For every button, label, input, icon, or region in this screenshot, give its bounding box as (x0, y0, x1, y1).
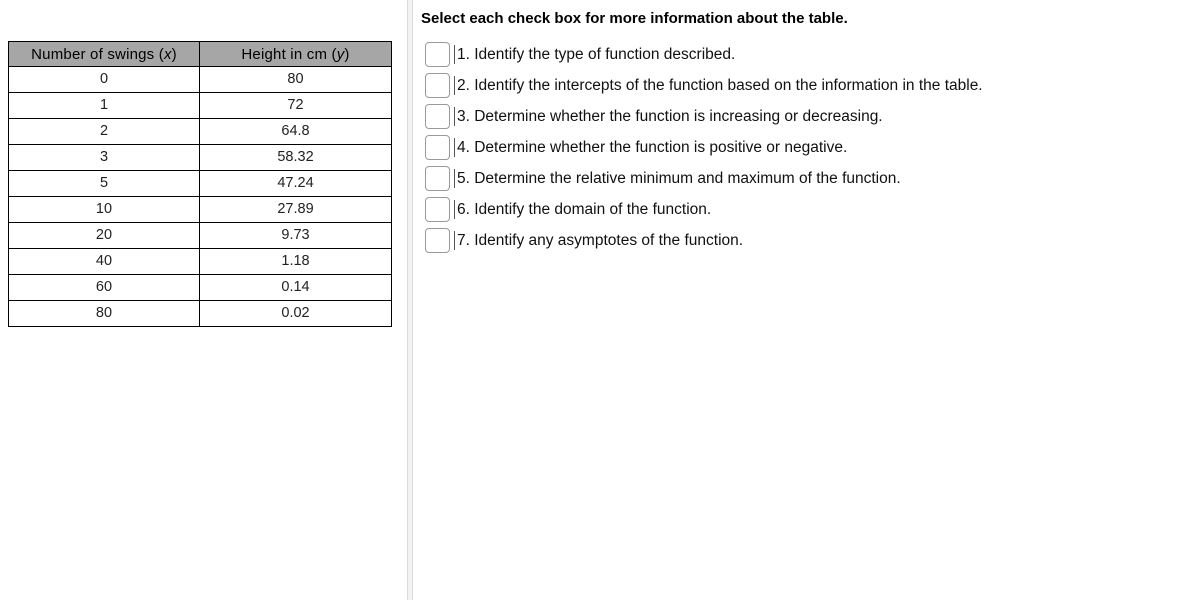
checklist-item (425, 132, 983, 163)
cell-height: 80 (200, 67, 392, 93)
checkbox[interactable] (425, 228, 450, 253)
checklist-item-label[interactable]: 7. Identify any asymptotes of the function. (454, 231, 743, 250)
table-pane (0, 0, 406, 600)
data-table (8, 41, 392, 327)
cell-height: 0.14 (200, 275, 392, 301)
cell-swings: 5 (9, 171, 200, 197)
cell-height: 1.18 (200, 249, 392, 275)
cell-swings: 10 (9, 197, 200, 223)
checklist-pane (421, 0, 1191, 600)
table-row (9, 67, 392, 93)
checklist-item-label[interactable]: 3. Determine whether the function is increasing or decreasing. (454, 107, 883, 126)
table-row (9, 275, 392, 301)
checklist (425, 39, 983, 256)
cell-swings: 3 (9, 145, 200, 171)
cell-height: 47.24 (200, 171, 392, 197)
checkbox[interactable] (425, 73, 450, 98)
table-row (9, 223, 392, 249)
instructions-text: Select each check box for more information about the table. (421, 10, 848, 27)
checkbox[interactable] (425, 42, 450, 67)
cell-swings: 2 (9, 119, 200, 145)
table-row (9, 119, 392, 145)
checklist-item (425, 39, 983, 70)
checklist-item-label[interactable]: 4. Determine whether the function is positive or negative. (454, 138, 847, 157)
checkbox[interactable] (425, 166, 450, 191)
cell-height: 27.89 (200, 197, 392, 223)
cell-swings: 1 (9, 93, 200, 119)
table-row (9, 93, 392, 119)
cell-swings: 40 (9, 249, 200, 275)
checklist-item (425, 163, 983, 194)
checkbox[interactable] (425, 197, 450, 222)
checklist-item-label[interactable]: 2. Identify the intercepts of the function based on the information in the table. (454, 76, 983, 95)
cell-swings: 20 (9, 223, 200, 249)
checkbox[interactable] (425, 135, 450, 160)
checklist-item (425, 70, 983, 101)
checklist-item-label[interactable]: 6. Identify the domain of the function. (454, 200, 711, 219)
table-row (9, 301, 392, 327)
checklist-item (425, 194, 983, 225)
cell-height: 9.73 (200, 223, 392, 249)
checklist-item (425, 225, 983, 256)
cell-swings: 0 (9, 67, 200, 93)
cell-height: 58.32 (200, 145, 392, 171)
column-header-height: Height in cm (y) (200, 42, 392, 67)
cell-height: 72 (200, 93, 392, 119)
table-row (9, 171, 392, 197)
column-header-swings: Number of swings (x) (9, 42, 200, 67)
cell-swings: 80 (9, 301, 200, 327)
table-row (9, 197, 392, 223)
checklist-item-label[interactable]: 5. Determine the relative minimum and maximum of the function. (454, 169, 901, 188)
table-body (9, 67, 392, 327)
checklist-item (425, 101, 983, 132)
cell-swings: 60 (9, 275, 200, 301)
table-row (9, 249, 392, 275)
checklist-item-label[interactable]: 1. Identify the type of function described. (454, 45, 735, 64)
cell-height: 64.8 (200, 119, 392, 145)
pane-divider[interactable] (407, 0, 413, 600)
table-row (9, 145, 392, 171)
table-header-row (9, 42, 392, 67)
cell-height: 0.02 (200, 301, 392, 327)
checkbox[interactable] (425, 104, 450, 129)
